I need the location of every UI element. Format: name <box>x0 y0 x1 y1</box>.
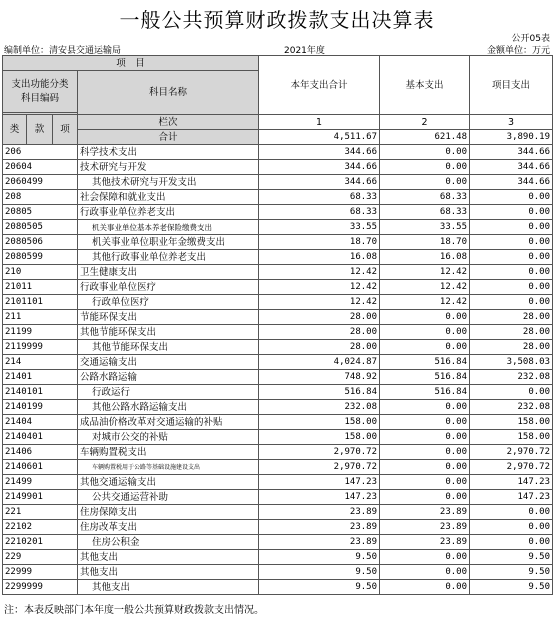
row-name: 机关事业单位基本养老保险缴费支出 <box>78 220 259 235</box>
row-basic: 516.84 <box>380 370 470 385</box>
row-code: 206 <box>3 145 78 160</box>
table-row <box>3 220 553 235</box>
row-code: 2140401 <box>3 430 78 445</box>
row-total: 12.42 <box>259 280 380 295</box>
row-total: 158.00 <box>259 430 380 445</box>
table-row <box>3 310 553 325</box>
row-basic: 12.42 <box>380 280 470 295</box>
project-col-header: 项目支出 <box>470 56 553 115</box>
row-basic: 0.00 <box>380 175 470 190</box>
row-name: 卫生健康支出 <box>78 265 259 280</box>
row-basic: 0.00 <box>380 565 470 580</box>
table-row <box>3 520 553 535</box>
row-total: 2,970.72 <box>259 445 380 460</box>
row-name: 车辆购置税支出 <box>78 445 259 460</box>
table-row <box>3 535 553 550</box>
row-code: 20805 <box>3 205 78 220</box>
row-code: 21199 <box>3 325 78 340</box>
meta-row <box>2 43 552 55</box>
table-row <box>3 385 553 400</box>
row-project: 2,970.72 <box>470 445 553 460</box>
row-code: 2080506 <box>3 235 78 250</box>
xiang-header: 项 <box>53 115 78 145</box>
row-project: 9.50 <box>470 565 553 580</box>
total-row-label: 合计 <box>78 130 259 145</box>
table-row <box>3 460 553 475</box>
table-row <box>3 280 553 295</box>
row-basic: 0.00 <box>380 310 470 325</box>
row-name: 对城市公交的补贴 <box>78 430 259 445</box>
table-row <box>3 340 553 355</box>
row-name: 技术研究与开发 <box>78 160 259 175</box>
row-total: 147.23 <box>259 475 380 490</box>
table-row <box>3 190 553 205</box>
table-row <box>3 265 553 280</box>
row-name: 节能环保支出 <box>78 310 259 325</box>
row-name: 行政单位医疗 <box>78 295 259 310</box>
row-code: 2149901 <box>3 490 78 505</box>
row-code: 208 <box>3 190 78 205</box>
row-code: 2119999 <box>3 340 78 355</box>
table-row <box>3 400 553 415</box>
total-project: 3,890.19 <box>470 130 553 145</box>
row-project: 9.50 <box>470 580 553 595</box>
table-row <box>3 175 553 190</box>
row-project: 0.00 <box>470 520 553 535</box>
table-row <box>3 355 553 370</box>
row-project: 344.66 <box>470 145 553 160</box>
row-total: 12.42 <box>259 265 380 280</box>
row-code: 21401 <box>3 370 78 385</box>
row-name: 其他技术研究与开发支出 <box>78 175 259 190</box>
row-name: 其他行政事业单位养老支出 <box>78 250 259 265</box>
row-project: 147.23 <box>470 475 553 490</box>
row-basic: 23.89 <box>380 520 470 535</box>
lei-header: 类 <box>3 115 27 145</box>
row-name: 科学技术支出 <box>78 145 259 160</box>
row-name: 其他支出 <box>78 580 259 595</box>
row-name: 其他支出 <box>78 550 259 565</box>
row-total: 344.66 <box>259 160 380 175</box>
row-project: 0.00 <box>470 205 553 220</box>
row-name: 其他节能环保支出 <box>78 340 259 355</box>
table-row <box>3 205 553 220</box>
col-index-2: 2 <box>380 115 470 130</box>
footnote: 注：本表反映部门本年度一般公共预算财政拨款支出情况。 <box>4 605 264 616</box>
total-basic: 621.48 <box>380 130 470 145</box>
row-basic: 0.00 <box>380 415 470 430</box>
row-project: 344.66 <box>470 175 553 190</box>
row-project: 0.00 <box>470 385 553 400</box>
row-basic: 33.55 <box>380 220 470 235</box>
row-basic: 0.00 <box>380 475 470 490</box>
row-code: 2210201 <box>3 535 78 550</box>
row-basic: 0.00 <box>380 340 470 355</box>
table-row <box>3 325 553 340</box>
basic-col-header: 基本支出 <box>380 56 470 115</box>
row-project: 28.00 <box>470 325 553 340</box>
row-code: 21406 <box>3 445 78 460</box>
row-name: 公共交通运营补助 <box>78 490 259 505</box>
row-basic: 0.00 <box>380 580 470 595</box>
row-basic: 23.89 <box>380 535 470 550</box>
row-code: 2299999 <box>3 580 78 595</box>
col-index-label: 栏次 <box>78 115 259 130</box>
row-project: 3,508.03 <box>470 355 553 370</box>
table-row <box>3 430 553 445</box>
row-basic: 12.42 <box>380 295 470 310</box>
row-project: 147.23 <box>470 490 553 505</box>
row-project: 0.00 <box>470 535 553 550</box>
page-title: 一般公共预算财政拨款支出决算表 <box>119 8 435 32</box>
row-name: 其他支出 <box>78 565 259 580</box>
row-total: 147.23 <box>259 490 380 505</box>
row-name: 住房改革支出 <box>78 520 259 535</box>
row-code: 211 <box>3 310 78 325</box>
code-group-header: 支出功能分类 科目编码 <box>3 71 78 113</box>
row-name: 其他节能环保支出 <box>78 325 259 340</box>
row-name: 交通运输支出 <box>78 355 259 370</box>
row-total: 18.70 <box>259 235 380 250</box>
row-name: 成品油价格改革对交通运输的补贴 <box>78 415 259 430</box>
row-total: 516.84 <box>259 385 380 400</box>
row-project: 0.00 <box>470 505 553 520</box>
row-basic: 12.42 <box>380 265 470 280</box>
row-basic: 23.89 <box>380 505 470 520</box>
row-name: 其他公路水路运输支出 <box>78 400 259 415</box>
row-total: 9.50 <box>259 580 380 595</box>
row-project: 0.00 <box>470 265 553 280</box>
row-project: 0.00 <box>470 190 553 205</box>
row-total: 23.89 <box>259 535 380 550</box>
row-basic: 0.00 <box>380 445 470 460</box>
row-project: 0.00 <box>470 235 553 250</box>
table-row <box>3 565 553 580</box>
row-total: 28.00 <box>259 340 380 355</box>
row-basic: 0.00 <box>380 160 470 175</box>
row-basic: 68.33 <box>380 205 470 220</box>
row-name: 社会保障和就业支出 <box>78 190 259 205</box>
form-number: 公开05表 <box>511 34 550 44</box>
total-col-header: 本年支出合计 <box>259 56 380 115</box>
row-code: 22102 <box>3 520 78 535</box>
money-unit: 金额单位：万元 <box>486 46 550 56</box>
table-row <box>3 445 553 460</box>
row-total: 344.66 <box>259 175 380 190</box>
row-code: 21499 <box>3 475 78 490</box>
col-index-3: 3 <box>470 115 553 130</box>
row-total: 68.33 <box>259 205 380 220</box>
table-row <box>3 295 553 310</box>
row-name: 行政事业单位医疗 <box>78 280 259 295</box>
row-code: 21404 <box>3 415 78 430</box>
row-basic: 516.84 <box>380 355 470 370</box>
table-row <box>3 490 553 505</box>
row-name: 其他交通运输支出 <box>78 475 259 490</box>
row-code: 214 <box>3 355 78 370</box>
row-total: 4,024.87 <box>259 355 380 370</box>
row-project: 2,970.72 <box>470 460 553 475</box>
row-total: 344.66 <box>259 145 380 160</box>
row-name: 车辆购置税用于公路等基础设施建设支出 <box>78 460 259 475</box>
row-code: 210 <box>3 265 78 280</box>
row-project: 0.00 <box>470 250 553 265</box>
row-name: 行政事业单位养老支出 <box>78 205 259 220</box>
row-code: 2080505 <box>3 220 78 235</box>
compiling-unit: 编制单位：清安县交通运输局 <box>4 46 122 56</box>
row-name: 住房公积金 <box>78 535 259 550</box>
row-project: 9.50 <box>470 550 553 565</box>
row-project: 344.66 <box>470 160 553 175</box>
table-row <box>3 505 553 520</box>
table-row <box>3 145 553 160</box>
row-code: 2080599 <box>3 250 78 265</box>
total-amount: 4,511.67 <box>259 130 380 145</box>
row-project: 232.08 <box>470 400 553 415</box>
table-row <box>3 160 553 175</box>
table-row <box>3 250 553 265</box>
row-basic: 0.00 <box>380 430 470 445</box>
row-total: 23.89 <box>259 505 380 520</box>
row-code: 2140101 <box>3 385 78 400</box>
table-row <box>3 415 553 430</box>
row-total: 232.08 <box>259 400 380 415</box>
row-total: 9.50 <box>259 565 380 580</box>
row-total: 2,970.72 <box>259 460 380 475</box>
row-name: 住房保障支出 <box>78 505 259 520</box>
col-index-1: 1 <box>259 115 380 130</box>
row-total: 23.89 <box>259 520 380 535</box>
row-total: 12.42 <box>259 295 380 310</box>
row-total: 68.33 <box>259 190 380 205</box>
row-project: 232.08 <box>470 370 553 385</box>
row-basic: 0.00 <box>380 400 470 415</box>
table-row <box>3 580 553 595</box>
row-basic: 16.08 <box>380 250 470 265</box>
row-basic: 18.70 <box>380 235 470 250</box>
row-code: 21011 <box>3 280 78 295</box>
row-code: 221 <box>3 505 78 520</box>
row-code: 2101101 <box>3 295 78 310</box>
row-code: 22999 <box>3 565 78 580</box>
row-total: 748.92 <box>259 370 380 385</box>
row-project: 0.00 <box>470 280 553 295</box>
table-row <box>3 550 553 565</box>
row-project: 0.00 <box>470 295 553 310</box>
row-code: 229 <box>3 550 78 565</box>
row-name: 机关事业单位职业年金缴费支出 <box>78 235 259 250</box>
row-total: 16.08 <box>259 250 380 265</box>
expenditure-table <box>2 55 553 595</box>
row-project: 28.00 <box>470 340 553 355</box>
row-basic: 516.84 <box>380 385 470 400</box>
row-basic: 0.00 <box>380 460 470 475</box>
row-total: 9.50 <box>259 550 380 565</box>
row-name: 公路水路运输 <box>78 370 259 385</box>
row-project: 158.00 <box>470 415 553 430</box>
fiscal-year: 2021年度 <box>284 46 325 56</box>
row-code: 2060499 <box>3 175 78 190</box>
table-row <box>3 370 553 385</box>
row-project: 158.00 <box>470 430 553 445</box>
row-name: 行政运行 <box>78 385 259 400</box>
row-total: 33.55 <box>259 220 380 235</box>
row-basic: 68.33 <box>380 190 470 205</box>
row-basic: 0.00 <box>380 145 470 160</box>
row-basic: 0.00 <box>380 490 470 505</box>
row-project: 28.00 <box>470 310 553 325</box>
row-code: 2140601 <box>3 460 78 475</box>
row-total: 28.00 <box>259 325 380 340</box>
row-project: 0.00 <box>470 220 553 235</box>
item-header: 项 目 <box>3 56 259 71</box>
table-row <box>3 475 553 490</box>
table-row <box>3 235 553 250</box>
row-total: 28.00 <box>259 310 380 325</box>
row-code: 2140199 <box>3 400 78 415</box>
row-code: 20604 <box>3 160 78 175</box>
kuan-header: 款 <box>27 115 53 145</box>
row-basic: 0.00 <box>380 325 470 340</box>
row-total: 158.00 <box>259 415 380 430</box>
item-name-header: 科目名称 <box>78 71 259 115</box>
row-basic: 0.00 <box>380 550 470 565</box>
